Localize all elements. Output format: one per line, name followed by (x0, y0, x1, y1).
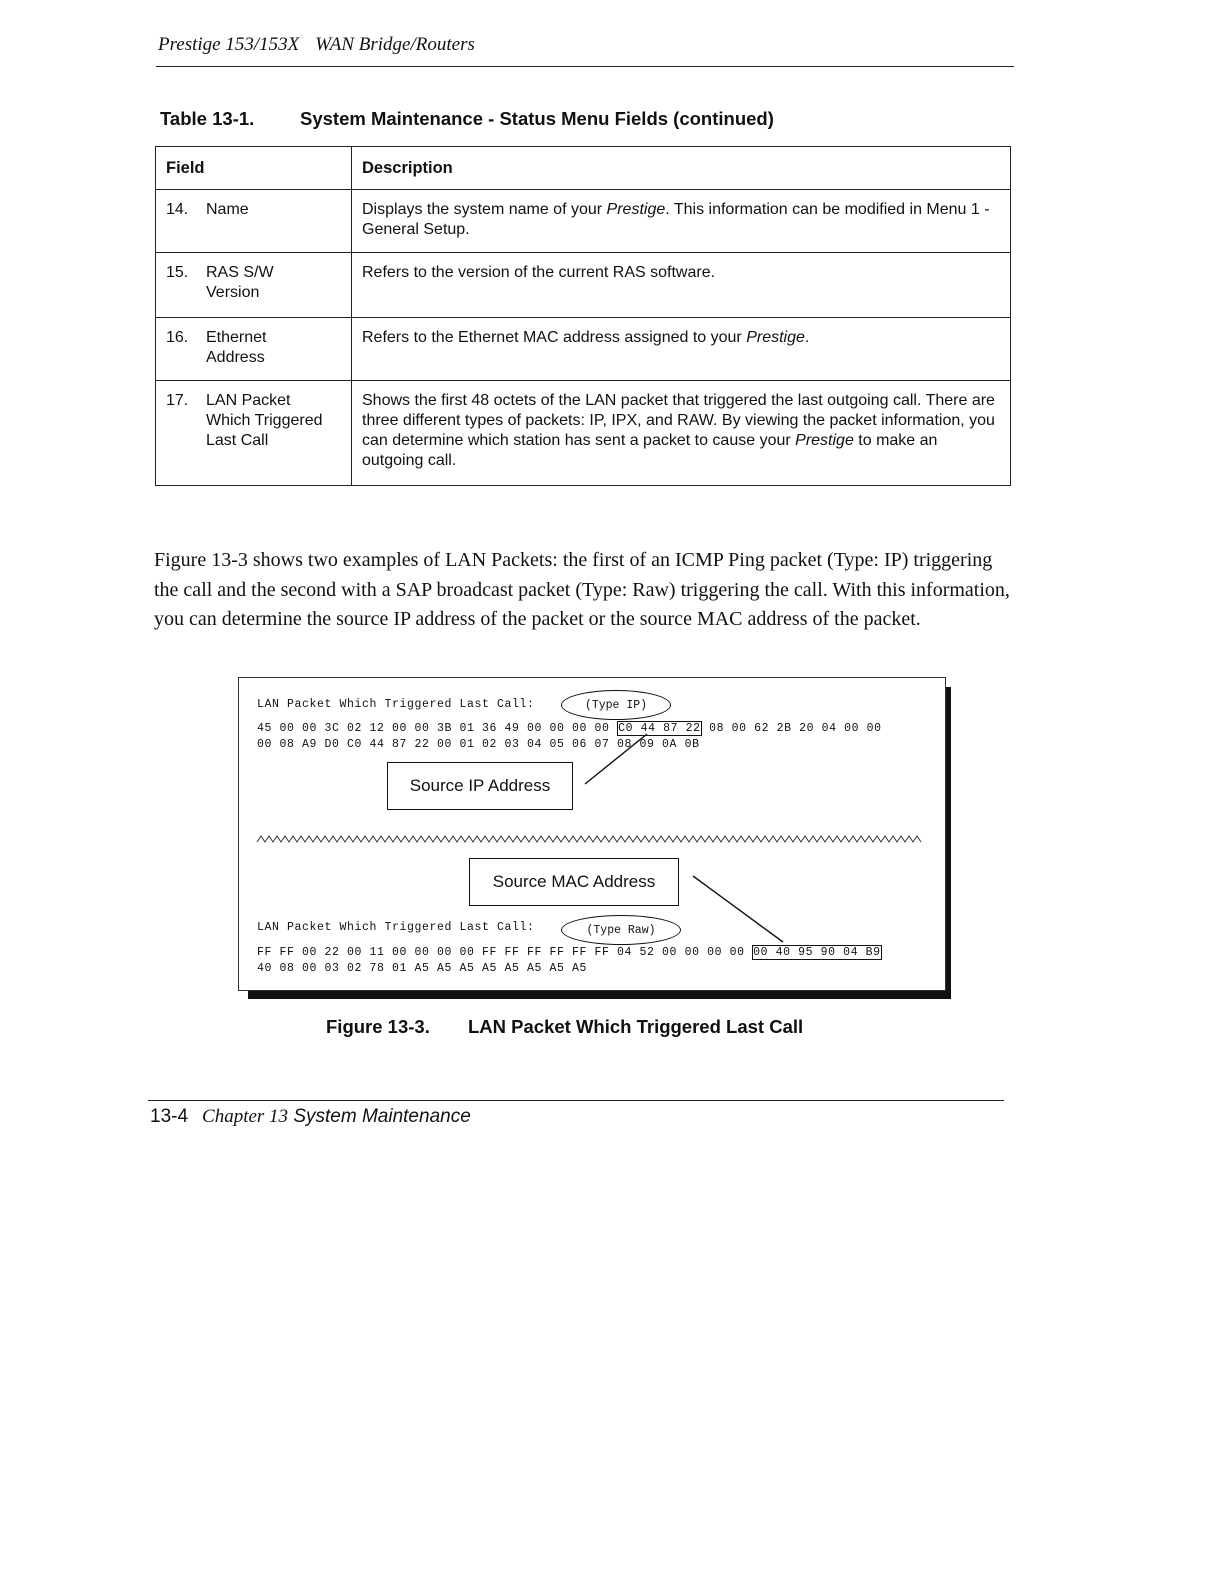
description-emphasis: Prestige (795, 432, 854, 449)
lan-packet-figure (238, 677, 946, 991)
ip-callout-pointer (585, 734, 647, 784)
chapter-title: System Maintenance (293, 1106, 471, 1127)
status-fields-table (155, 146, 1011, 486)
source-ip-bytes: C0 44 87 22 (618, 722, 701, 735)
description-cell (352, 318, 1011, 381)
ip-hex-bytes: 08 00 62 2B 20 04 00 00 (709, 722, 882, 735)
body-paragraph: Figure 13-3 shows two examples of LAN Packets: the first of an ICMP Ping packet (Type: IP) triggering the call and the second with a SAP broadcast packet (Type: Raw) triggering the call. With this information, you can determine the source IP address of the packet or the source MAC address of the packet. (154, 549, 1010, 630)
source-ip-callout-label: Source IP Address (409, 776, 551, 795)
field-cell (156, 318, 352, 381)
figure-caption-number: Figure 13-3. (326, 1016, 430, 1037)
break-squiggle (257, 836, 921, 842)
raw-packet-line1 (257, 946, 882, 959)
field-number: 16. (166, 329, 189, 346)
raw-packet-label: LAN Packet Which Triggered Last Call: (257, 921, 535, 934)
field-number: 15. (166, 264, 189, 281)
raw-type-label: (Type Raw) (586, 923, 656, 937)
table-caption-title: System Maintenance - Status Menu Fields (continued) (300, 108, 774, 129)
description-text: Displays the system name of your (362, 201, 607, 218)
figure-caption (326, 1016, 803, 1038)
column-header-description: Description (352, 147, 1011, 190)
description-text: . This information can be modified in Menu 1 - General Setup. (362, 201, 990, 238)
description-text: to make an outgoing call. (362, 432, 938, 469)
field-name: Ethernet Address (206, 329, 267, 366)
ip-packet-line2: 00 08 A9 D0 C0 44 87 22 00 01 02 03 04 05 06 07 08 09 0A 0B (257, 738, 700, 751)
field-name: LAN Packet Which Triggered Last Call (206, 392, 323, 449)
ip-hex-bytes: 45 00 00 3C 02 12 00 00 3B 01 36 49 00 00 00 00 (257, 722, 610, 735)
table-row (156, 190, 1011, 253)
header-rule (156, 66, 1014, 67)
header-subtitle: WAN Bridge/Routers (315, 34, 475, 55)
field-cell (156, 253, 352, 318)
field-number: 14. (166, 201, 189, 218)
ip-type-label: (Type IP) (584, 698, 648, 712)
table-row (156, 253, 1011, 318)
field-name: RAS S/W Version (206, 264, 274, 301)
header-product: Prestige 153/153X (158, 34, 300, 55)
description-emphasis: Prestige (746, 329, 805, 346)
field-name: Name (206, 201, 249, 218)
ip-packet-label: LAN Packet Which Triggered Last Call: (257, 698, 535, 711)
table-caption-number: Table 13-1. (160, 108, 255, 129)
running-header (158, 34, 475, 56)
table-header-row (156, 147, 1011, 190)
description-cell (352, 190, 1011, 253)
field-number: 17. (166, 392, 189, 409)
raw-type-oval (561, 915, 681, 945)
figure-caption-title: LAN Packet Which Triggered Last Call (468, 1016, 804, 1037)
table-row (156, 381, 1011, 486)
table-caption (160, 108, 774, 130)
raw-hex-bytes: FF FF 00 22 00 11 00 00 00 00 FF FF FF FF FF FF 04 52 00 00 00 00 (257, 946, 745, 959)
description-text: Shows the first 48 octets of the LAN packet that triggered the last outgoing call. There are three different types of packets: IP, IPX, and RAW. By viewing the packet information, you can determine which station has sent a packet to cause your (362, 392, 995, 449)
description-text: Refers to the Ethernet MAC address assigned to your (362, 329, 747, 346)
raw-packet-line2: 40 08 00 03 02 78 01 A5 A5 A5 A5 A5 A5 A5 A5 (257, 962, 588, 975)
description-text: . (804, 329, 810, 346)
page-number: 13-4 (150, 1106, 189, 1127)
footer-rule (148, 1100, 1004, 1101)
source-mac-callout-label: Source MAC Address (492, 872, 656, 891)
column-header-field: Field (156, 147, 352, 190)
description-cell (352, 381, 1011, 486)
field-cell (156, 381, 352, 486)
table-row (156, 318, 1011, 381)
source-mac-bytes: 00 40 95 90 04 B9 (753, 946, 881, 959)
page-footer (150, 1106, 471, 1128)
description-text: Refers to the version of the current RAS software. (362, 264, 716, 281)
source-mac-callout (469, 858, 679, 906)
description-emphasis: Prestige (606, 201, 666, 218)
field-cell (156, 190, 352, 253)
mac-callout-pointer (693, 876, 783, 942)
chapter-label: Chapter 13 (202, 1106, 289, 1127)
description-cell (352, 253, 1011, 318)
